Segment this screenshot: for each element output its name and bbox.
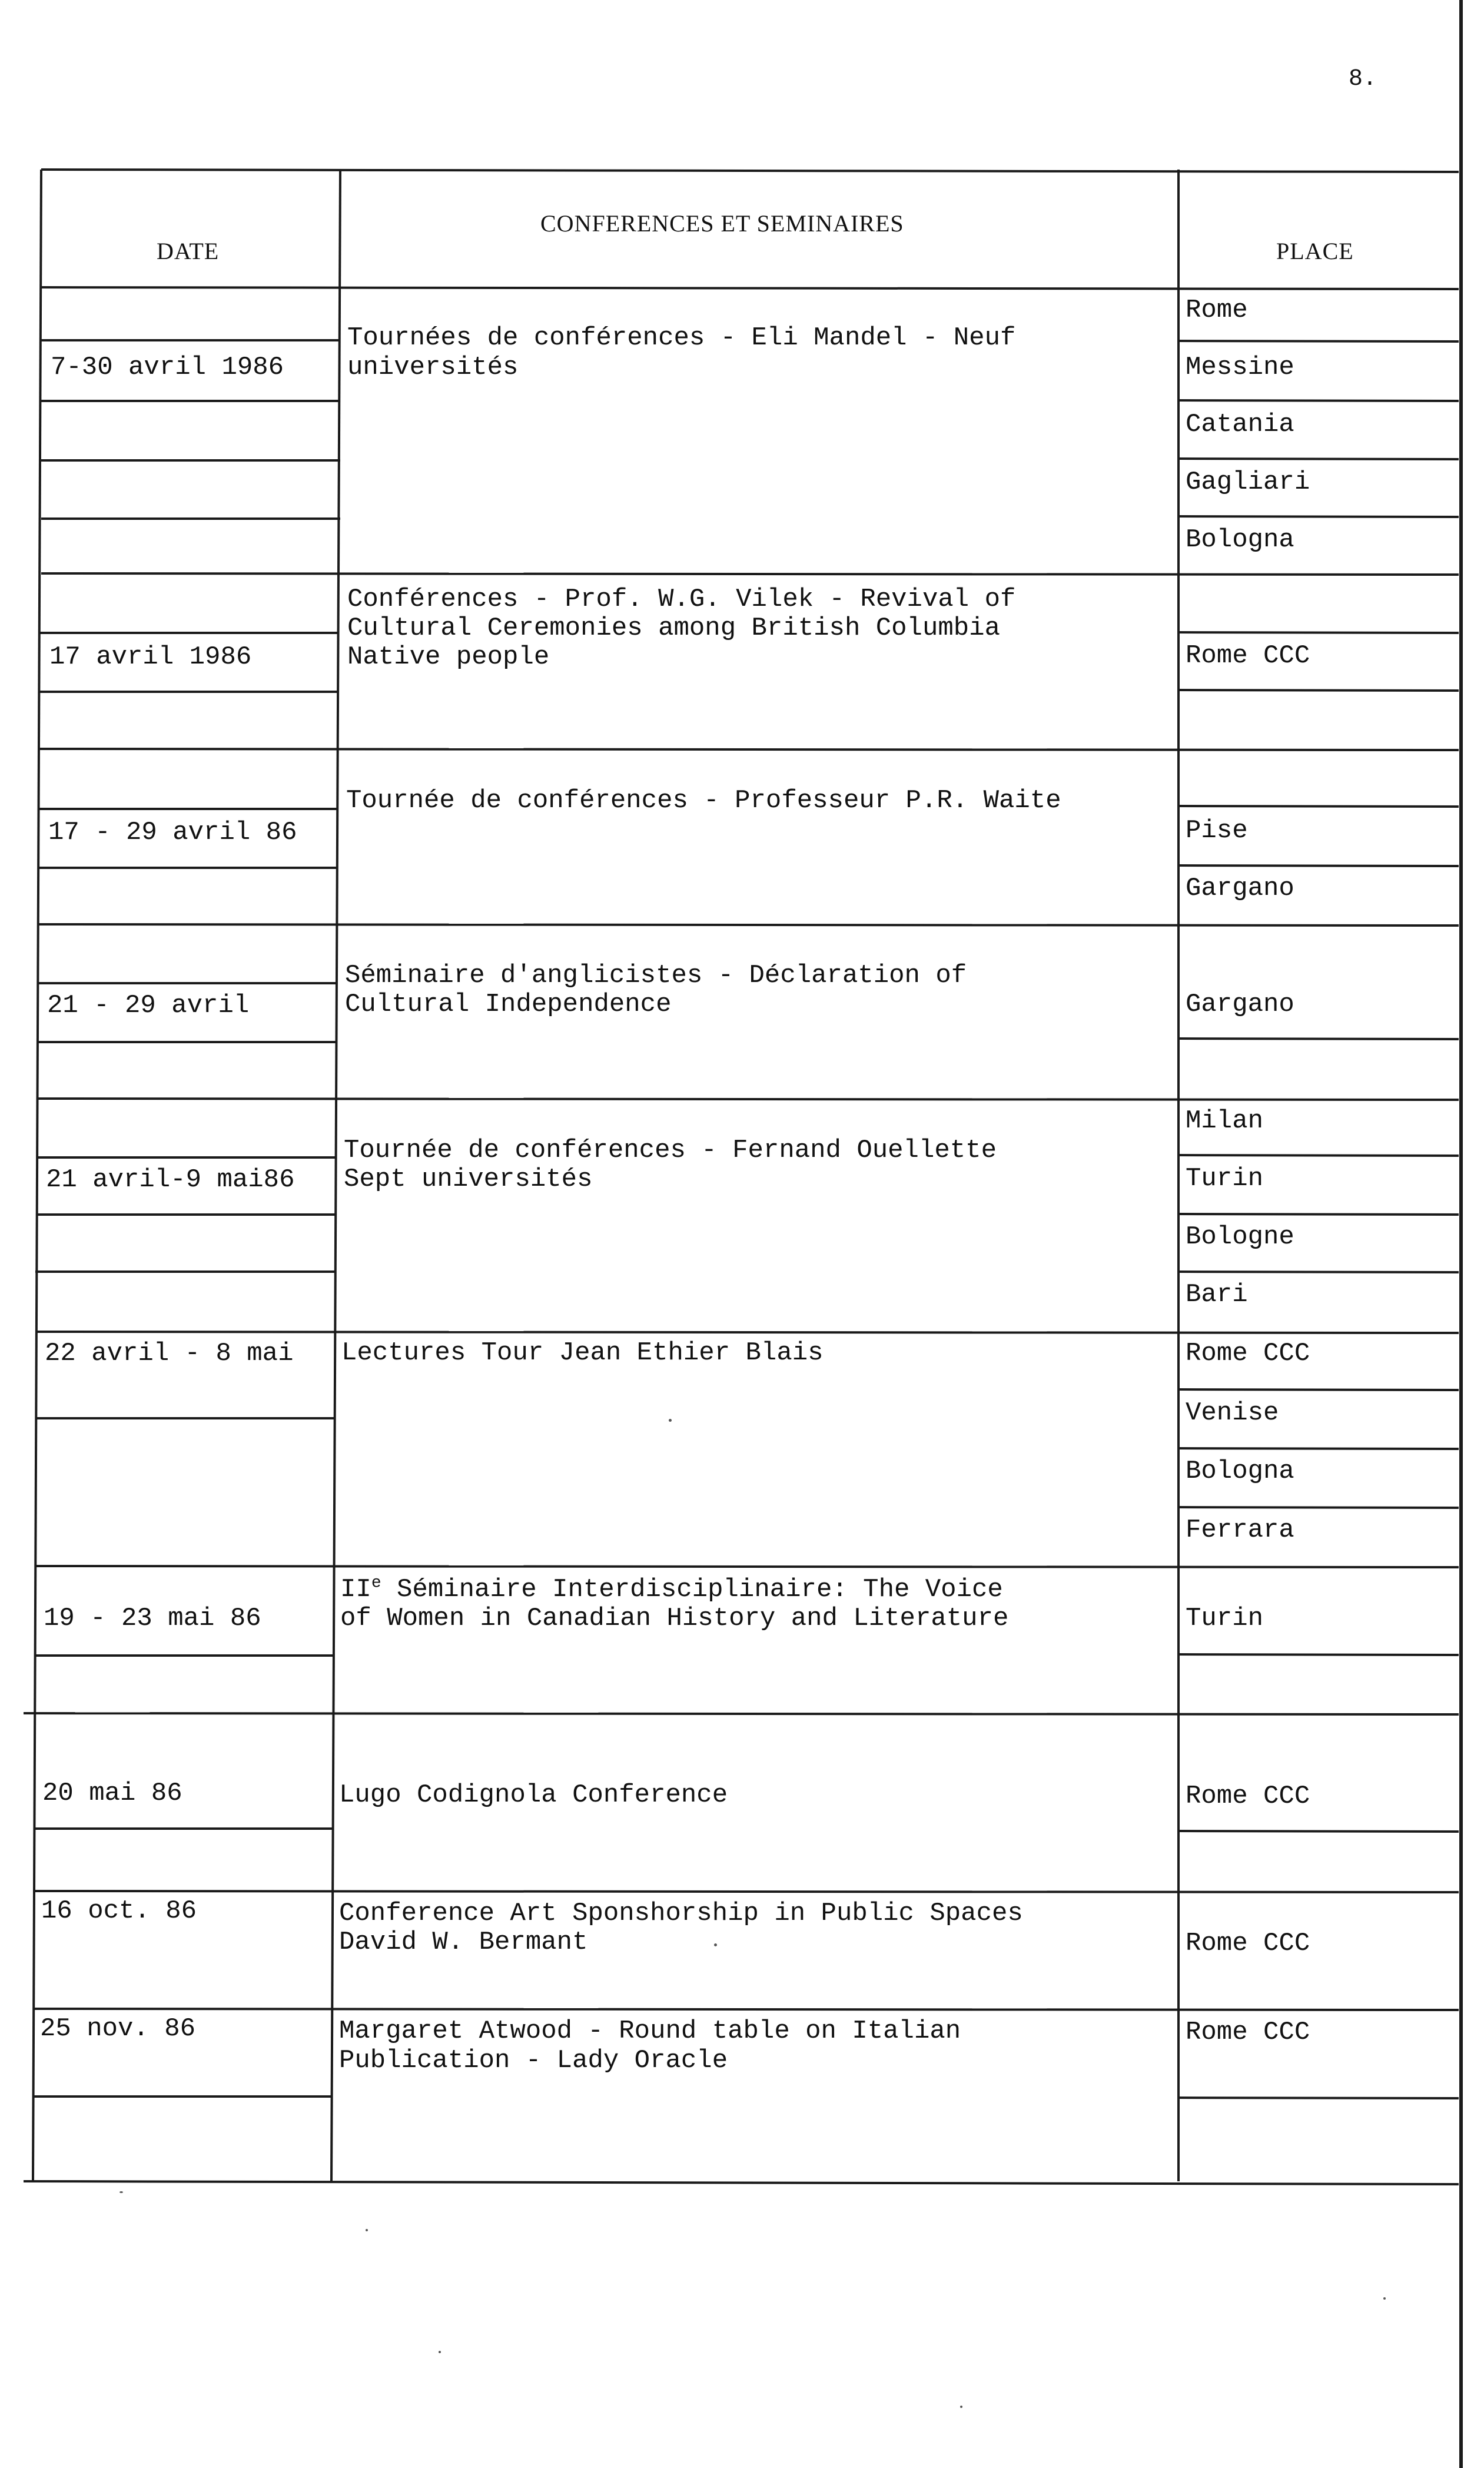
header-place: PLACE [1276, 238, 1354, 264]
event-title-line: David W. Bermant [339, 1928, 588, 1957]
event-place: Bologna [1186, 1457, 1294, 1486]
event-title-line: Cultural Ceremonies among British Columbia [347, 613, 1000, 643]
event-place: Rome CCC [1186, 1929, 1310, 1958]
event-date: 17 avril 1986 [49, 642, 252, 672]
event-title-line: Cultural Independence [345, 990, 672, 1019]
event-date: 22 avril - 8 mai [45, 1339, 294, 1368]
event-title-line [340, 1575, 1003, 1604]
event-date: 20 mai 86 [42, 1779, 182, 1808]
event-date: 16 oct. 86 [41, 1896, 197, 1926]
event-title-line: Séminaire d'anglicistes - Déclaration of [345, 961, 967, 990]
event-place: Ferrara [1186, 1515, 1294, 1545]
event-place: Catania [1186, 410, 1294, 439]
scan-speck [119, 2191, 123, 2193]
event-date: 17 - 29 avril 86 [48, 818, 297, 847]
scan-speck [960, 2406, 962, 2408]
event-place: Turin [1186, 1604, 1264, 1633]
scan-speck [714, 1943, 717, 1946]
event-title-line: Publication - Lady Oracle [339, 2046, 728, 2075]
event-place: Rome CCC [1186, 641, 1310, 671]
event-place: Rome CCC [1186, 2018, 1310, 2047]
event-date: 19 - 23 mai 86 [44, 1604, 261, 1633]
event-place: Venise [1186, 1398, 1279, 1428]
event-date: 7-30 avril 1986 [51, 353, 284, 382]
event-title-rest: Séminaire Interdisciplinaire: The Voice [381, 1575, 1003, 1604]
event-title-line: universités [347, 353, 519, 382]
event-place: Bologna [1186, 525, 1294, 555]
event-date: 25 nov. 86 [40, 2014, 196, 2044]
event-place: Rome [1186, 296, 1248, 325]
event-title-line: Sept universités [344, 1165, 593, 1194]
event-place: Gargano [1186, 874, 1294, 903]
event-place: Pise [1186, 816, 1248, 845]
event-place: Milan [1186, 1106, 1264, 1136]
superscript: e [371, 1574, 381, 1593]
event-place: Bologne [1186, 1222, 1294, 1252]
scan-speck [1383, 2297, 1386, 2300]
scan-speck [439, 2351, 441, 2353]
event-place: Rome CCC [1186, 1339, 1310, 1368]
page-number: 8. [1349, 66, 1377, 92]
event-title-line: Lugo Codignola Conference [339, 1780, 728, 1810]
header-date: DATE [157, 238, 220, 264]
event-place: Bari [1186, 1280, 1248, 1309]
event-place: Gagliari [1186, 467, 1310, 497]
header-conferences: CONFERENCES ET SEMINAIRES [540, 210, 904, 237]
event-title-line: Conférences - Prof. W.G. Vilek - Revival of [347, 585, 1016, 614]
event-title-line: Lectures Tour Jean Ethier Blais [341, 1338, 824, 1368]
event-title-line: Tournée de conférences - Professeur P.R. Waite [346, 786, 1061, 815]
event-place: Gargano [1186, 990, 1294, 1019]
event-title-line: Native people [347, 642, 550, 672]
event-title-line: Tournées de conférences - Eli Mandel - Neuf [347, 323, 1016, 353]
event-title-line: Margaret Atwood - Round table on Italian [339, 2016, 961, 2046]
event-title-prefix: II [340, 1575, 371, 1604]
scan-speck [669, 1419, 672, 1422]
event-place: Rome CCC [1186, 1782, 1310, 1811]
event-title-line: Tournée de conférences - Fernand Ouellette [344, 1136, 997, 1165]
event-title-line: Conference Art Sponshorship in Public Spaces [339, 1899, 1023, 1928]
event-date: 21 avril-9 mai86 [46, 1165, 295, 1195]
event-date: 21 - 29 avril [47, 991, 250, 1020]
event-place: Turin [1186, 1164, 1264, 1193]
scan-speck [366, 2229, 368, 2231]
event-title-line: of Women in Canadian History and Literature [340, 1604, 1009, 1633]
event-place: Messine [1186, 353, 1294, 382]
